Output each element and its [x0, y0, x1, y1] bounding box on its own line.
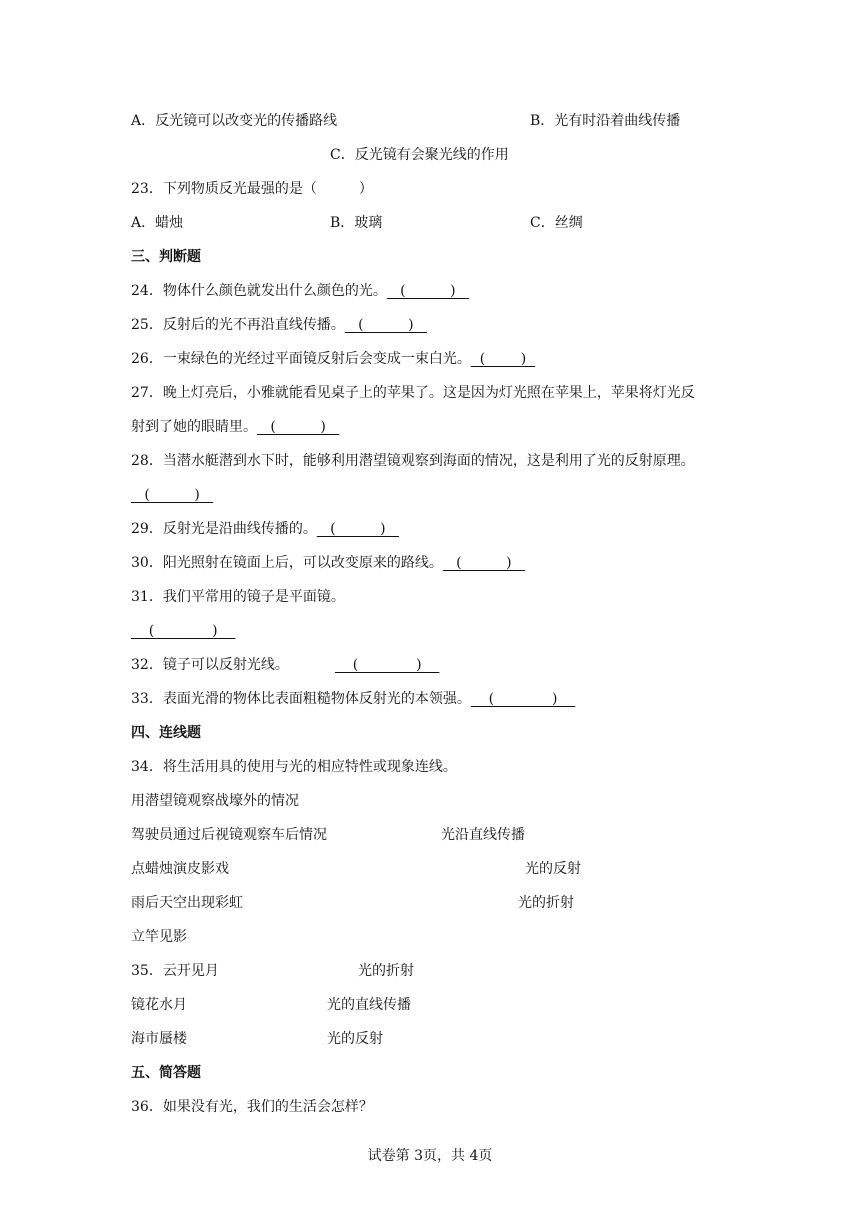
question-30-text: 30．阳光照射在镜面上后，可以改变原来的路线。: [131, 555, 443, 571]
question-27-text-cont: 射到了她的眼睛里。: [131, 419, 257, 435]
question-29-answer-blank[interactable]: ( ): [316, 521, 399, 537]
question-28-answer-blank[interactable]: ( ): [131, 487, 214, 503]
question-28-answer-line: [131, 486, 213, 504]
question-27-line1: 27．晚上灯亮后，小雅就能看见桌子上的苹果了。这是因为灯光照在苹果上，苹果将灯光反: [131, 385, 695, 401]
question-26: [131, 350, 535, 368]
question-33: [131, 690, 575, 708]
question-29: [131, 520, 399, 538]
section-title-short-answer: 五、简答题: [131, 1065, 201, 1081]
question-28-text: 28．当潜水艇潜到水下时，能够利用潜望镜观察到海面的情况，这是利用了光的反射原理。: [131, 453, 695, 469]
question-31-answer-line: [131, 622, 235, 640]
question-24-text: 24．物体什么颜色就发出什么颜色的光。: [131, 283, 387, 299]
question-27-line2: [131, 418, 339, 436]
question-25: [131, 316, 427, 334]
question-36: 36．如果没有光，我们的生活会怎样？: [131, 1099, 373, 1115]
section-title-judgment: 三、判断题: [131, 249, 201, 265]
q34-left-item-5[interactable]: 立竿见影: [131, 929, 187, 945]
q34-left-item-3[interactable]: 点蜡烛演皮影戏: [131, 861, 229, 877]
question-25-text: 25．反射后的光不再沿直线传播。: [131, 317, 345, 333]
q23-stem: 23．下列物质反光最强的是（ ）: [131, 181, 373, 197]
question-25-answer-blank[interactable]: ( ): [344, 317, 427, 333]
question-32-answer-line: [335, 656, 439, 674]
q35-left-item-3[interactable]: 海市蜃楼: [131, 1031, 187, 1047]
q34-right-item-2[interactable]: 光的反射: [525, 861, 581, 877]
question-33-text: 33．表面光滑的物体比表面粗糙物体反射光的本领强。: [131, 691, 471, 707]
question-27-answer-blank[interactable]: ( ): [257, 419, 340, 435]
section-title-matching: 四、连线题: [131, 725, 201, 741]
question-30-answer-blank[interactable]: ( ): [442, 555, 525, 571]
q35-right-item-3[interactable]: 光的反射: [327, 1031, 383, 1047]
question-30: [131, 554, 525, 572]
question-26-answer-blank[interactable]: ( ): [470, 351, 536, 367]
q35-right-item-2[interactable]: 光的直线传播: [327, 997, 411, 1013]
q34-left-item-4[interactable]: 雨后天空出现彩虹: [131, 895, 243, 911]
q22-option-a: A．反光镜可以改变光的传播路线: [131, 113, 338, 129]
q22-option-b: B．光有时沿着曲线传播: [530, 113, 681, 129]
q23-option-c: C．丝绸: [530, 215, 583, 231]
question-24: [131, 282, 469, 300]
q34-right-item-1[interactable]: 光沿直线传播: [441, 827, 525, 843]
q35-left-item-2[interactable]: 镜花水月: [131, 997, 187, 1013]
page-footer: 试卷第 3页，共 4页: [367, 1148, 493, 1164]
q22-option-c: C．反光镜有会聚光线的作用: [330, 147, 509, 163]
q34-left-item-1[interactable]: 用潜望镜观察战壕外的情况: [131, 793, 299, 809]
question-26-text: 26．一束绿色的光经过平面镜反射后会变成一束白光。: [131, 351, 471, 367]
q34-right-item-3[interactable]: 光的折射: [518, 895, 574, 911]
question-34-stem: 34．将生活用具的使用与光的相应特性或现象连线。: [131, 759, 457, 775]
question-29-text: 29．反射光是沿曲线传播的。: [131, 521, 317, 537]
q23-option-a: A．蜡烛: [131, 215, 184, 231]
q35-left-item-1[interactable]: 35．云开见月: [131, 963, 219, 979]
question-32-answer-blank[interactable]: ( ): [335, 657, 440, 673]
question-33-answer-blank[interactable]: ( ): [470, 691, 576, 707]
question-24-answer-blank[interactable]: ( ): [386, 283, 469, 299]
q35-right-item-1[interactable]: 光的折射: [358, 963, 414, 979]
question-31-text: 31．我们平常用的镜子是平面镜。: [131, 589, 345, 605]
question-31-answer-blank[interactable]: ( ): [131, 623, 236, 639]
q23-option-b: B．玻璃: [330, 215, 383, 231]
q34-left-item-2[interactable]: 驾驶员通过后视镜观察车后情况: [131, 827, 327, 843]
question-32-text: 32．镜子可以反射光线。: [131, 657, 289, 673]
